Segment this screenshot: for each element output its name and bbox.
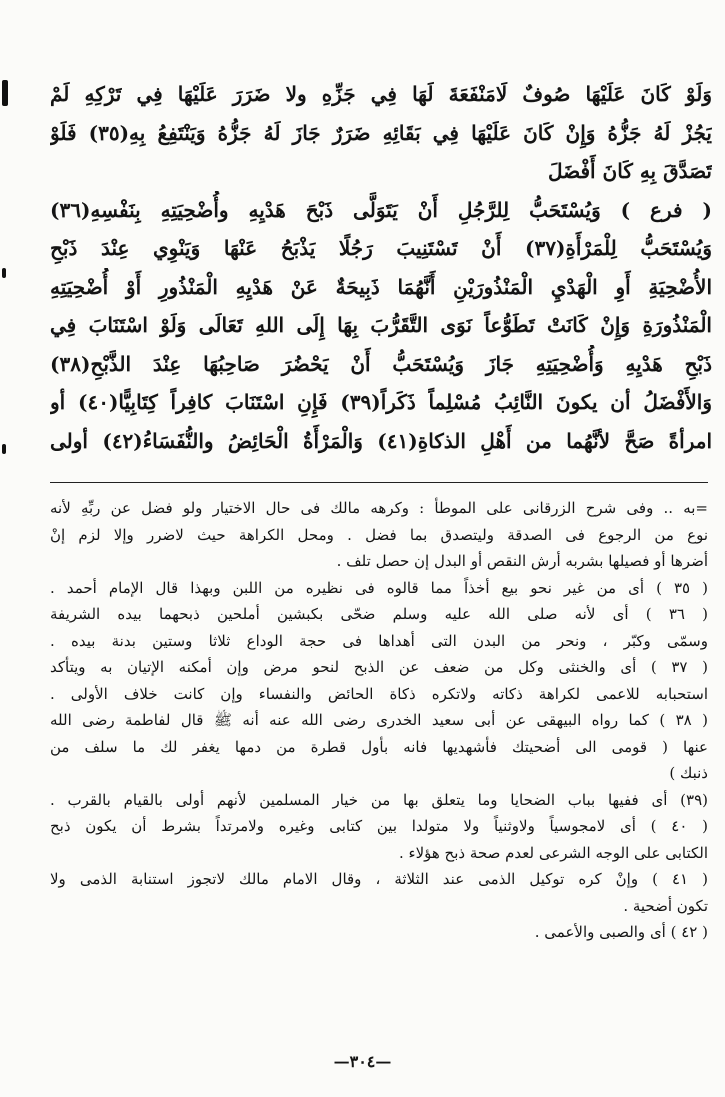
- footnote-line: ( ٣٦ ) أى لأنه صلى الله عليه وسلم ضحّى بكبشين أملحين ذبحهما بيده الشريفة: [50, 605, 708, 623]
- main-text-line: ذَبْحِ هَدْيِهِ وَأُضْحِيَتِهِ جَازَ وَيُسْتَحَبُّ أَنْ يَحْضُرَ صَاحِبُهَا عِنْدَ الذَّبْحِ(٣٨): [50, 351, 712, 376]
- footnote-line: ( ٤٢ ) أى والصبى والأعمى .: [534, 923, 708, 941]
- footnote-line: ( ٣٥ ) أى من غير نحو بيع أخذاً مما قالوه فى نظيره من اللبن وبهذا قال الإمام أحمد .: [50, 578, 708, 597]
- footnote-line: أضرها أو فصيلها بشربه أرش النقص أو البدل إن حصل تلف .: [336, 552, 708, 570]
- main-text-line: وَلَوْ كَانَ عَلَيْهَا صُوفٌ لَامَنْفَعَةَ لَهَا فِي جَزِّهِ ولا ضَرَرَ عَلَيْهَا فِي تَرْكِهِ لَمْ: [50, 82, 712, 106]
- footnote-line: تكون أضحية .: [623, 896, 708, 915]
- margin-mark: [2, 268, 6, 278]
- footnote-line: ( ٣٧ ) أى والخنثى وكل من ضعف عن الذبح لنحو مرض وإن أمكنه الإتيان به ويتأكد: [50, 658, 708, 676]
- margin-mark: [2, 80, 8, 106]
- main-text-line: الْمَنْذُورَةِ وَإِنْ كَانَتْ تَطَوُّعاً نَوَى التَّقَرُّبَ بِهَا إِلَى اللهِ تَعَالَى وَلَوْ اسْتَنَابَ فِي: [50, 313, 712, 337]
- margin-mark: [2, 444, 6, 454]
- main-text: [50, 75, 712, 460]
- main-text-line: تَصَدَّقَ بِهِ كَانَ أَفْضَلَ: [547, 159, 712, 183]
- footnote-line: وسمّى وكبّر ، ونحر من البدن التى أهداها فى حجة الوداع ثلاثا وستين بدنة بيده .: [50, 631, 708, 650]
- footnote-line: ( ٤٠ ) أى لامجوسياً ولاوثنياً ولا متولدا بين كتابى وغيره ولامرتداً بشرط أن يكون ذبح: [50, 817, 708, 835]
- footnote-divider: [50, 482, 708, 483]
- main-text-line: الأُضْحِيَةِ أَوِ الْهَدْيِ الْمَنْذُورَيْنِ أَنَّهُمَا ذَبِيحَةٌ عَنْ هَدْيِهِ الْمَنْذُورِ أَوْ أُضْحِيَتِهِ: [50, 274, 712, 299]
- main-text-line: يَجُزْ لَهُ جَزُّهُ وَإِنْ كَانَ عَلَيْهَا فِي بَقَائِهِ ضَرَرٌ جَازَ لَهُ جَزُّهُ وَيَنْتَفِعُ بِهِ(٣٥) فَلَوْ: [50, 120, 712, 145]
- footnote-line: استحبابه للاعمى لكراهة ذكاته ولاتكره ذكاة الحائض والنفساء وإن كانت خلاف الأولى .: [50, 684, 708, 703]
- footnote-line: (٣٩) أى ففيها بباب الضحايا وما يتعلق بها من خيار المسلمين لأنهم أولى بالقيام بالقرب .: [50, 790, 708, 809]
- footnote-line: ( ٤١ ) وإنْ كره توكيل الذمى عند الثلاثة ، وقال الامام مالك لاتجوز استنابة الذمى ولا: [50, 870, 708, 888]
- main-text-line: امرأةً صَحَّ لأنَّهُما من أَهْلِ الذكاةِ(٤١) وَالْمَرْأَةُ الْحَائِضُ والنُّفَسَاءُ(٤٢) أولى: [50, 428, 712, 453]
- main-text-line: وَالأَفْضَلُ أن يكونَ النَّائِبُ مُسْلِماً ذَكَراً(٣٩) فَإِنِ اسْتَنَابَ كافِراً كِتَابِيًّا(٤٠) أو: [50, 390, 712, 414]
- footnote-line: =به .. وفى شرح الزرقانى على الموطأ : وكرهه مالك فى حال الاختيار ولو فضل عن ربِّهِ لأنه: [50, 499, 708, 517]
- footnote-line: نوع من الرجوع فى الصدقة وليتصدق بما فضل . ومحل الكراهة حيث لاضرر وإلا لزم إنْ: [50, 525, 708, 544]
- page-number: —٣٠٤—: [333, 1052, 392, 1071]
- footnote-line: ( ٣٨ ) كما رواه البيهقى عن أبى سعيد الخدرى رضى الله عنه أنه ﷺ قال لفاطمة رضى الله: [50, 711, 708, 729]
- footnotes: [50, 495, 708, 946]
- footnote-line: عنها ( قومى الى أضحيتك فأشهديها فانه بأول قطرة من دمها يغفر لك ما سلف من: [50, 737, 708, 756]
- main-text-line: ( فرع ) وَيُسْتَحَبُّ لِلرَّجُلِ أَنْ يَتَوَلَّى ذَبْحَ هَدْيِهِ وأُضْحِيَتِهِ بِنَفْسِهِ(٣٦): [50, 197, 712, 222]
- main-text-line: وَيُسْتَحَبُّ لِلْمَرْأَةِ(٣٧) أَنْ تَسْتَنِيبَ رَجُلًا يَذْبَحُ عَنْهَا وَيَنْوِي عِنْدَ ذَبْحِ: [50, 236, 712, 260]
- footnote-line: الكتابى على الوجه الشرعى لعدم صحة ذبح هؤلاء .: [398, 843, 708, 862]
- footnote-line: ذنبك ): [669, 764, 708, 782]
